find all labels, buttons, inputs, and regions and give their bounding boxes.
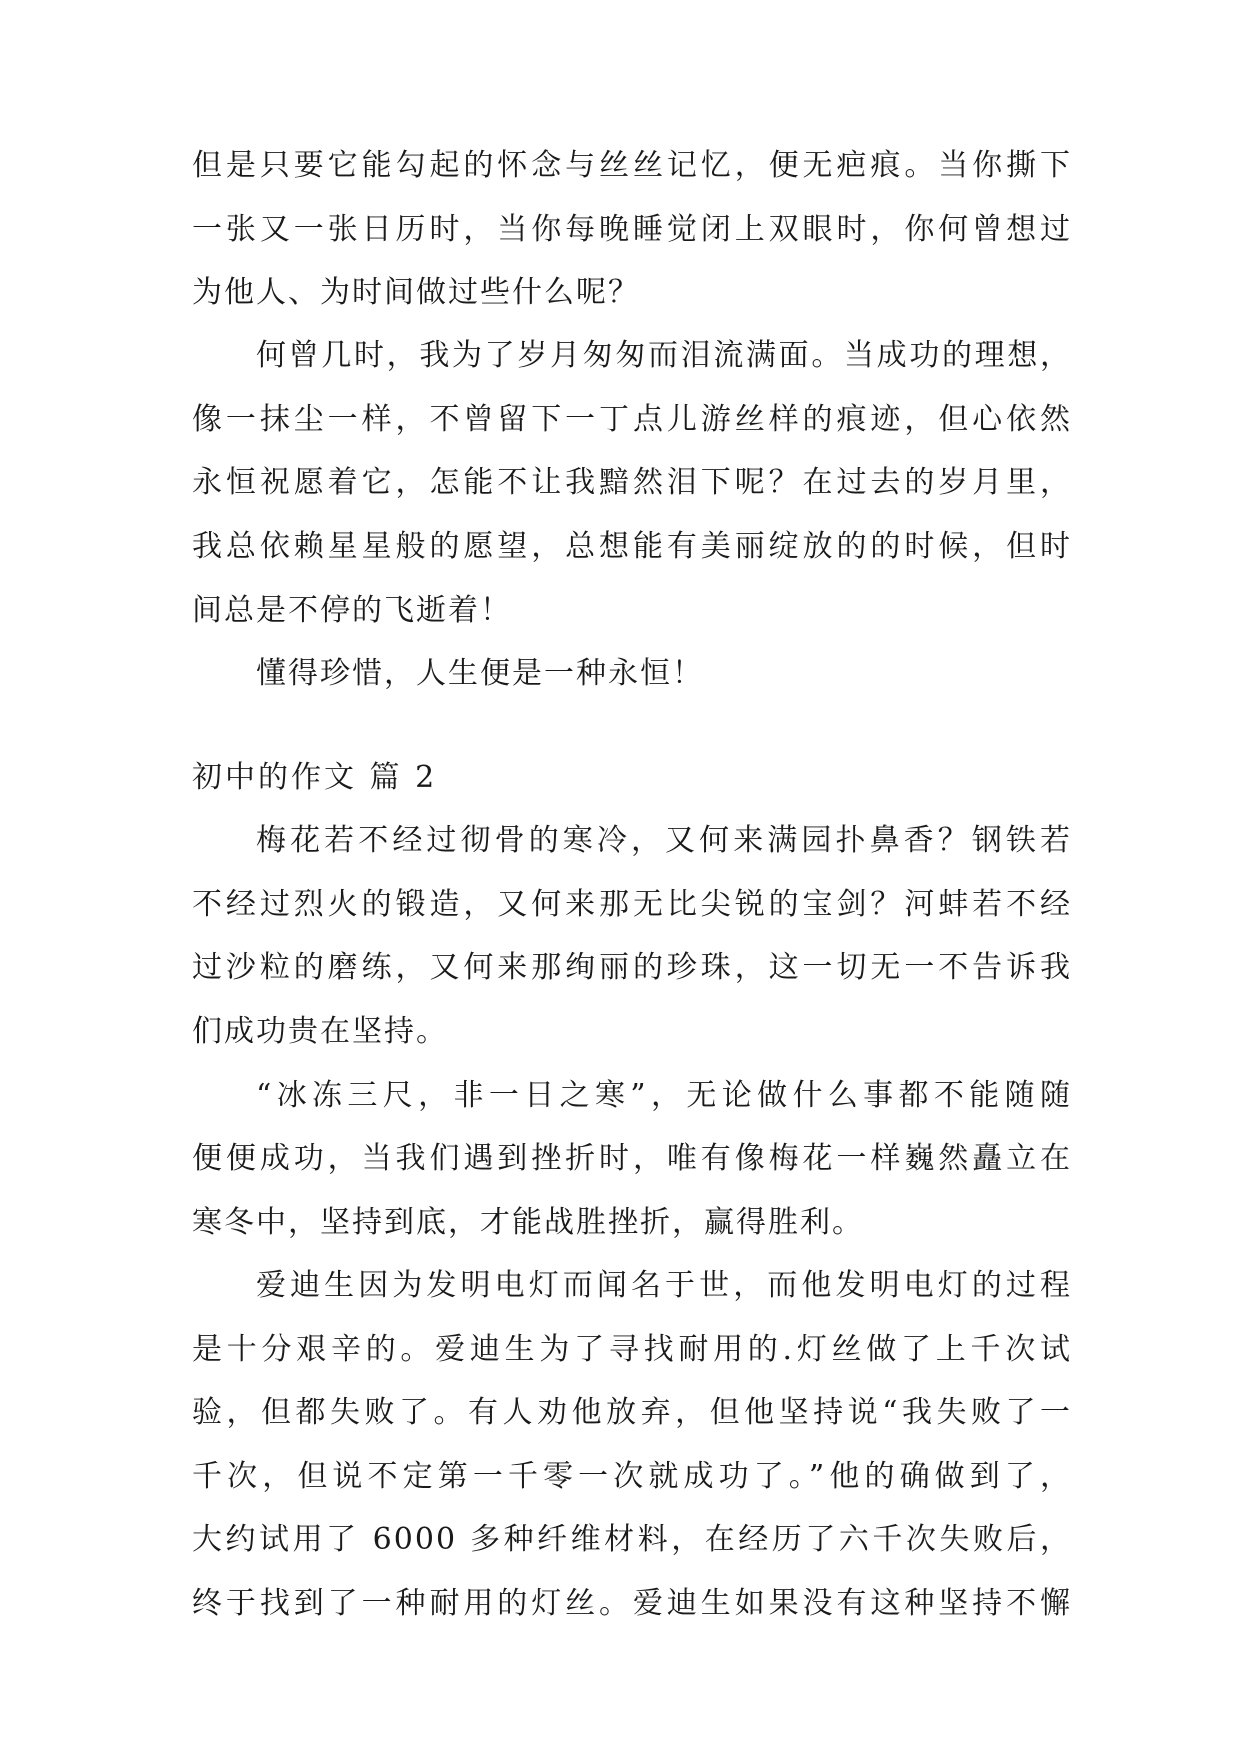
text-line: 永恒祝愿着它，怎能不让我黯然泪下呢？在过去的岁月里， — [192, 465, 1072, 500]
text-line: 便便成功，当我们遇到挫折时，唯有像梅花一样巍然矗立在 — [192, 1141, 1072, 1176]
text-line: 一张又一张日历时，当你每晚睡觉闭上双眼时，你何曾想过 — [192, 212, 1072, 247]
text-line: 为他人、为时间做过些什么呢？ — [192, 275, 640, 310]
text-line: 间总是不停的飞逝着！ — [192, 593, 512, 628]
text-line: 大约试用了 6000 多种纤维材料，在经历了六千次失败后， — [192, 1522, 1072, 1557]
paragraph-first-line: 懂得珍惜，人生便是一种永恒！ — [256, 656, 704, 691]
text-line: 们成功贵在坚持。 — [192, 1014, 448, 1049]
paragraph-first-line: “冰冻三尺，非一日之寒”，无论做什么事都不能随随 — [256, 1078, 1072, 1113]
text-line: 像一抹尘一样，不曾留下一丁点儿游丝样的痕迹，但心依然 — [192, 402, 1072, 437]
text-line: 验，但都失败了。有人劝他放弃，但他坚持说“我失败了一 — [192, 1395, 1072, 1430]
text-line: 是十分艰辛的。爱迪生为了寻找耐用的.灯丝做了上千次试 — [192, 1332, 1072, 1367]
paragraph-first-line: 梅花若不经过彻骨的寒冷，又何来满园扑鼻香？钢铁若 — [256, 823, 1072, 858]
text-line: 但是只要它能勾起的怀念与丝丝记忆，便无疤痕。当你撕下 — [192, 148, 1072, 183]
text-line: 终于找到了一种耐用的灯丝。爱迪生如果没有这种坚持不懈 — [192, 1586, 1072, 1621]
text-line: 寒冬中，坚持到底，才能战胜挫折，赢得胜利。 — [192, 1205, 864, 1240]
paragraph-first-line: 何曾几时，我为了岁月匆匆而泪流满面。当成功的理想， — [256, 338, 1072, 373]
paragraph-first-line: 爱迪生因为发明电灯而闻名于世，而他发明电灯的过程 — [256, 1268, 1072, 1303]
text-line: 千次，但说不定第一千零一次就成功了。”他的确做到了， — [192, 1459, 1072, 1494]
text-line: 过沙粒的磨练，又何来那绚丽的珍珠，这一切无一不告诉我 — [192, 950, 1072, 985]
section-heading: 初中的作文 篇 2 — [192, 760, 438, 795]
text-line: 不经过烈火的锻造，又何来那无比尖锐的宝剑？河蚌若不经 — [192, 887, 1072, 922]
text-line: 我总依赖星星般的愿望，总想能有美丽绽放的的时候，但时 — [192, 529, 1072, 564]
